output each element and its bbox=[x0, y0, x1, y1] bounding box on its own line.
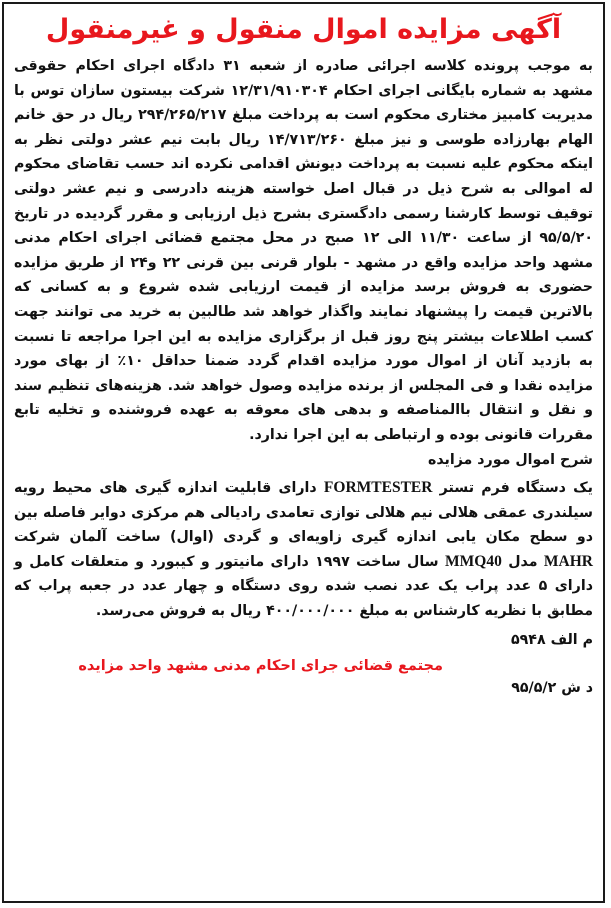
notice-footer bbox=[14, 628, 593, 704]
items-section-title: شرح اموال مورد مزایده bbox=[427, 451, 593, 468]
item-text-part-2: دارای قابلیت اندازه گیری های محیط رویه سیلندری عمقی هلالی نیم هلالی توازی تعامدی رادیالی هم مرکزی دوایر فاصله بین دو سطح مکان یابی اندازه گیری زاویه‌ای و گردی (اوال) ساخت آلمان شرکت bbox=[14, 480, 593, 546]
item-text-part-3: مدل bbox=[508, 553, 538, 570]
notice-title: آگهی مزایده اموال منقول و غیرمنقول bbox=[45, 14, 562, 45]
item-text-part-4: سال ساخت ۱۹۹۷ دارای مانیتور و کیبورد و متعلقات کامل و دارای ۵ عدد پراب یک عدد نصب شده روی دستگاه و چهار عدد در جعبه پراب که مطابق با نظریه کارشناس به مبلغ ۴۰۰/۰۰۰/۰۰۰ ریال به فروش می‌رسد. bbox=[14, 553, 593, 620]
notice-paragraph: به موجب پرونده کلاسه اجرائی صادره از شعبه ۳۱ دادگاه اجرای احکام حقوقی مشهد به شماره بایگانی اجرای احکام ۱۲/۳۱/۹۱۰۳۰۴ شرکت بیستون سازان توس با مدیریت کامبیز مختاری محکوم است به پرداخت مبلغ ۲۹۴/۲۶۵/۲۱۷ ریال در حق خانم الهام بهارزاده طوسی و نیز مبلغ ۱۴/۷۱۳/۲۶۰ ریال بابت نیم عشر دولتی نظر به اینکه محکوم علیه نسبت به پرداخت دیونش اقدامی نکرده اند حسب تقاضای محکوم له اموالی به شرح ذیل در قبال اصل خواسته هزینه دادرسی و نیم عشر دولتی توقیف توسط کارشنا رسمی دادگستری بشرح ذیل ارزیابی و مقرر گردیده در تاریخ ۹۵/۵/۲۰ از ساعت ۱۱/۳۰ الی ۱۲ صبح در محل مجتمع قضائی اجرای احکام مدنی مشهد واحد مزایده واقع در مشهد - بلوار قرنی بین قرنی ۲۲ و۲۴ از طریق مزایده حضوری به فروش برسد مزایده از قیمت ارزیابی شده شروع و به کسانی که بالاترین قیمت را پیشنهاد نمایند واگذار خواهد شد طالبین به خرید می توانند جهت کسب اطلاعات بیشتر پنج روز قبل از برگزاری مزایده به این اجرا مراجعه تا نسبت به بازدید آنان از اموال مورد مزایده اقدام گردد ضمنا حداقل ۱۰٪ از بهای مورد مزایده نقدا و فی المجلس از برنده مزایده وصول خواهد شد. هزینه‌های تنظیم سند و نقل و انتقال باالمناصفه و بدهی های معوقه به عهده فروشنده و تخلیه تابع مقررات قانونی بوده و ارتباطی به این اجرا ندارد. bbox=[14, 58, 593, 443]
brand-formtester: FORMTESTER bbox=[323, 479, 433, 497]
publish-date: د ش ۹۵/۵/۲ bbox=[511, 679, 593, 696]
item-text-part-1: یک دستگاه فرم تستر bbox=[439, 480, 593, 497]
notice-frame bbox=[2, 2, 605, 903]
reference-number: م الف ۵۹۴۸ bbox=[510, 631, 593, 648]
issuer-name: مجتمع قضائی جرای احکام مدنی مشهد واحد مزایده bbox=[78, 657, 443, 674]
brand-mahr: MAHR bbox=[543, 552, 593, 570]
item-description bbox=[14, 476, 593, 624]
model-number: MMQ40 bbox=[445, 552, 502, 570]
